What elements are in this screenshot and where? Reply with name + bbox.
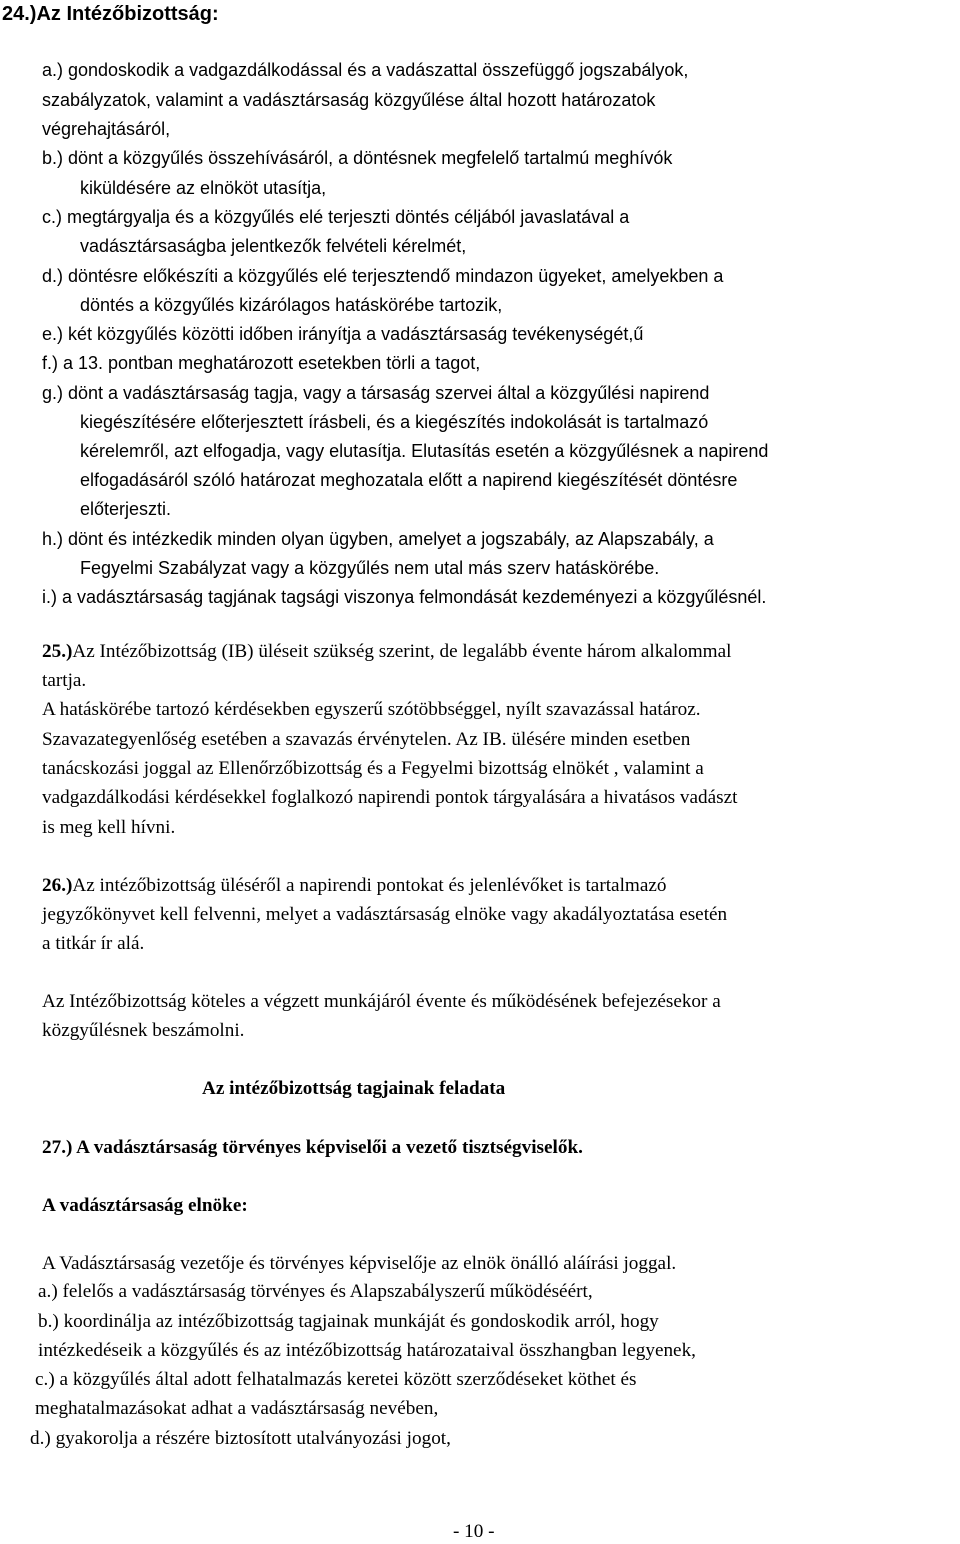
- item-c-line-2: vadásztársaságba jelentkezők felvételi kérelmét,: [80, 236, 467, 256]
- section-27-intro: A Vadásztársaság vezetője és törvényes képviselője az elnök önálló aláírási joggal.: [42, 1253, 677, 1274]
- section-26-line-2: jegyzőkönyvet kell felvenni, melyet a vadásztársaság elnöke vagy akadályoztatása esetén: [42, 904, 728, 925]
- section-25-text-1: Az Intézőbizottság (IB) üléseit szükség szerint, de legalább évente három alkalommal: [72, 641, 732, 662]
- section-26-line-3: a titkár ír alá.: [42, 933, 145, 954]
- item-g-line-3: kérelemről, azt elfogadja, vagy elutasítja. Elutasítás esetén a közgyűlésnek a napirend: [80, 441, 769, 461]
- item-c-line-1: c.) megtárgyalja és a közgyűlés elé terjeszti döntés céljából javaslatával a: [42, 207, 630, 227]
- section-27-item-a: a.) felelős a vadásztársaság törvényes és Alapszabályszerű működéséért,: [38, 1281, 593, 1302]
- item-a-line-1: a.) gondoskodik a vadgazdálkodással és a vadászattal összefüggő jogszabályok,: [42, 60, 689, 80]
- item-h-line-1: h.) dönt és intézkedik minden olyan ügyben, amelyet a jogszabály, az Alapszabály, a: [42, 529, 714, 549]
- item-a-line-2: szabályzatok, valamint a vadásztársaság közgyűlése által hozott határozatok: [42, 90, 656, 110]
- section-25-line-4: Szavazategyenlőség esetében a szavazás érvénytelen. Az IB. ülésére minden esetben: [42, 729, 691, 750]
- section-27-title: 27.) A vadásztársaság törvényes képviselői a vezető tisztségviselők.: [42, 1137, 583, 1158]
- heading-tagok-feladata: Az intézőbizottság tagjainak feladata: [202, 1078, 506, 1099]
- section-25-line-3: A hatáskörébe tartozó kérdésekben egyszerű szótöbbséggel, nyílt szavazással határoz.: [42, 699, 701, 720]
- section-27-item-c-line-2: meghatalmazásokat adhat a vadásztársaság nevében,: [35, 1398, 439, 1419]
- item-a-line-3: végrehajtásáról,: [42, 119, 171, 139]
- item-d-line-1: d.) döntésre előkészíti a közgyűlés elé terjesztendő mindazon ügyeket, amelyekben a: [42, 266, 724, 286]
- section-25-line-5: tanácskozási joggal az Ellenőrzőbizottság és a Fegyelmi bizottság elnökét , valamint a: [42, 758, 704, 779]
- section-26-number: 26.): [42, 875, 73, 896]
- item-b-line-2: kiküldésére az elnököt utasítja,: [80, 178, 327, 198]
- item-h-line-2: Fegyelmi Szabályzat vagy a közgyűlés nem utal más szerv hatáskörébe.: [80, 558, 660, 578]
- section-27-item-d: d.) gyakorolja a részére biztosított utalványozási jogot,: [30, 1428, 451, 1449]
- item-g-line-1: g.) dönt a vadásztársaság tagja, vagy a társaság szervei által a közgyűlési napirend: [42, 383, 710, 403]
- item-g-line-2: kiegészítésére előterjesztett írásbeli, és a kiegészítés indokolását is tartalmazó: [80, 412, 709, 432]
- section-26-line-1: [42, 874, 666, 898]
- item-g-line-4: elfogadásáról szóló határozat meghozatala előtt a napirend kiegészítését döntésre: [80, 470, 738, 490]
- section-26-paragraph-line-2: közgyűlésnek beszámolni.: [42, 1020, 245, 1041]
- section-27-item-c-line-1: c.) a közgyűlés által adott felhatalmazás keretei között szerződéseket köthet és: [35, 1369, 637, 1390]
- section-25-line-2: tartja.: [42, 670, 87, 691]
- section-25-line-1: [42, 640, 731, 664]
- page-number: - 10 -: [453, 1521, 495, 1542]
- section-25-line-6: vadgazdálkodási kérdésekkel foglalkozó napirendi pontok tárgyalására a hivatásos vadászt: [42, 787, 738, 808]
- section-25-line-7: is meg kell hívni.: [42, 817, 176, 838]
- item-f-line-1: f.) a 13. pontban meghatározott esetekben törli a tagot,: [42, 353, 481, 373]
- section-27-item-b-line-1: b.) koordinálja az intézőbizottság tagjainak munkáját és gondoskodik arról, hogy: [38, 1311, 659, 1332]
- section-27-subheading: A vadásztársaság elnöke:: [42, 1195, 248, 1216]
- section-24-title: 24.)Az Intézőbizottság:: [2, 3, 219, 25]
- item-b-line-1: b.) dönt a közgyűlés összehívásáról, a döntésnek megfelelő tartalmú meghívók: [42, 148, 673, 168]
- section-27-item-b-line-2: intézkedéseik a közgyűlés és az intézőbizottság határozataival összhangban legyenek,: [38, 1340, 696, 1361]
- section-26-text-1: Az intézőbizottság üléséről a napirendi pontokat és jelenlévőket is tartalmazó: [72, 875, 667, 896]
- item-i-line-1: i.) a vadásztársaság tagjának tagsági viszonya felmondását kezdeményezi a közgyűlésnél.: [42, 587, 767, 607]
- item-d-line-2: döntés a közgyűlés kizárólagos hatáskörébe tartozik,: [80, 295, 503, 315]
- item-e-line-1: e.) két közgyűlés közötti időben irányítja a vadásztársaság tevékenységét,ű: [42, 324, 644, 344]
- section-25-number: 25.): [42, 641, 73, 662]
- item-g-line-5: előterjeszti.: [80, 499, 172, 519]
- section-26-paragraph-line-1: Az Intézőbizottság köteles a végzett munkájáról évente és működésének befejezésekor a: [42, 991, 721, 1012]
